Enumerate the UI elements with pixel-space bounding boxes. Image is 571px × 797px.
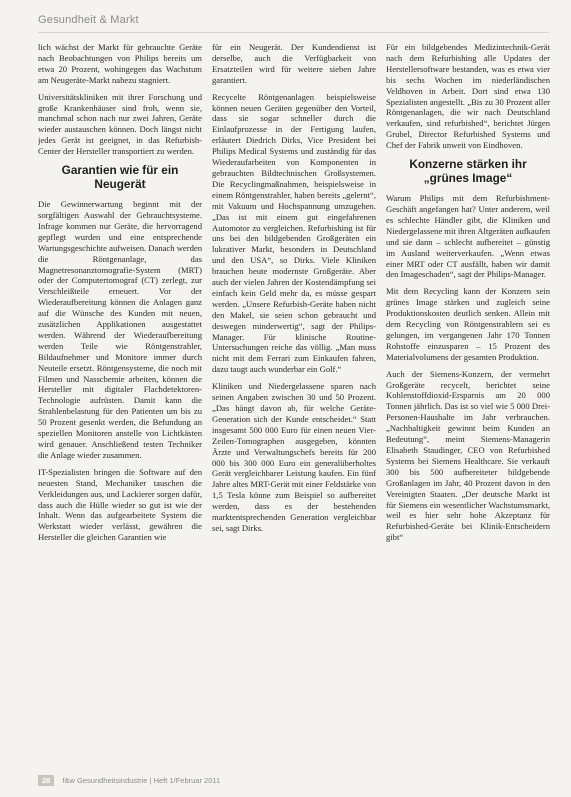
paragraph: lich wächst der Markt für gebrauchte Geräte nach Beobachtungen von Philips bereits um etwa 20 Prozent, wohingegen das Wachstum am Neugeräte-Markt nahezu stagniert. <box>38 42 202 85</box>
column-1 <box>38 42 202 762</box>
paragraph: Für ein bildgebendes Medizintechnik-Gerät nach dem Refurbishing alle Updates der Herstellersoftware bestanden, was es etwa vier bis sechs Wochen im niederländischen Veldhoven in Arbeit. Dort sind etwa 130 Spezialisten angestellt. „Bis zu 30 Prozent aller Röntgenanlagen, die wir nach Deutschland verkaufen, sind refurbished“, berichtet Jürgen Grubel, Director Refurbished Systems und Chef der Fabrik unweit von Eindhoven. <box>386 42 550 151</box>
header-divider <box>38 32 549 33</box>
paragraph: Warum Philips mit dem Refurbishment-Geschäft angefangen hat? Unter anderem, weil es schlechte Händler gibt, die Kliniken und Niedergelassene mit ihren Altgeräten aufkaufen und sie dann – schlecht aufbereitet – günstig im Ausland weiterverkaufen. „Wenn etwas einer MRT oder CT ausfällt, haben wir damit den Imageschaden“, sagt der Philips-Manager. <box>386 193 550 280</box>
subheading: Garantien wie für ein Neugerät <box>61 163 179 192</box>
article-body <box>38 42 550 762</box>
page-footer <box>38 775 220 786</box>
column-2 <box>212 42 376 762</box>
paragraph: Auch der Siemens-Konzern, der vermehrt Großgeräte recycelt, berichtet seine Kohlenstoffdioxid-Ersparnis am 20 000 Tonnen jährlich. Das ist so viel wie 5 000 Drei-Personen-Haushalte im Jahr verbrauchen. „Nachhaltigkeit gewinnt beim Kunden an Bedeutung“, meint Siemens-Managerin Elisabeth Staudinger, CEO von Refurbished Systems bei Siemens Healthcare. Sie verkauft 300 bis 500 aufbereiteter bildgebende Großanlagen im Jahr, 40 Prozent davon in den Vereinigten Staaten. „Der deutsche Markt ist für Siemens ein wesentlicher Wachstumsmarkt, weil es hier sehr hohe Akzeptanz für Refurbished-Geräte bei Klinik-Entscheidern gibt“ <box>386 368 550 543</box>
paragraph: für ein Neugerät. Der Kundendienst ist derselbe, auch die Verfügbarkeit von Ersatzteilen wird für weitere sieben Jahre garantiert. <box>212 42 376 85</box>
paragraph: Kliniken und Niedergelassene sparen nach seinen Angaben zwischen 30 und 50 Prozent. „Das hängt davon ab, für welche Geräte-Generation sich der Kunde entscheidet.“ Statt insgesamt 500 000 Euro für einen neuen Vier-Zeilen-Tomographen ausgegeben, könnten Ärzte und Verwaltungschefs bereits für 200 000 bis 300 000 Euro ein generalüberholtes Gerät vergleichbarer Leistung kaufen. Ein fünf Jahre altes MRT-Gerät mit einer Feldstärke von 1,5 Tesla könne zum Beispiel so aufbereitet werden, dass es der bestehenden marktentsprechenden Generation vergleichbar sei, sagt Dirks. <box>212 381 376 533</box>
paragraph: IT-Spezialisten bringen die Software auf den neuesten Stand, Mechaniker tauschen die Verkleidungen aus, und Lackierer sorgen dafür, dass auch die Hülle wieder so gut ist wie der Inhalt. Wenn das aufgearbeitete System die Werkstatt wieder verlässt, gewähren die Hersteller die gleichen Garantien wie <box>38 466 202 543</box>
subheading: Konzerne stärken ihr „grünes Image“ <box>409 157 527 186</box>
section-header: Gesundheit & Markt <box>38 14 139 26</box>
paragraph: Recycelte Röntgenanlagen beispielsweise können neuen Geräten gegenüber den Vorteil, dass sie sogar schneller durch die Einlaufprozesse in der Fertigung laufen, erläutert Diedrich Dirks, Vice President bei Philips Medical Systems und zuständig für das Wiederaufarbeiten von Komponenten in gebrauchten Bildtechnischen Großsystemen. Die Recyclingmaßnahmen, beispielsweise in einem Röntgenstrahler, haben bereits „gelernt“, mit Vakuum und Hochspannung umzugehen. „Das ist mit einem gut eingefahrenen Automotor zu vergleichen. Refurbishing ist für uns bei den bildgebenden Großgeräten ein lukrativer Markt, besonders in Deutschland und den USA“, so Dirks. Viele Kliniken brauchen heute modernste Großgeräte. Aber auch der vielen Jahren der Kostendämpfung sei einfach kein Geld mehr da, es müsse gespart werden. „Unsere Refurbish-Geräte haben nicht den Makel, sie seien schon gebraucht und deswegen minderwertig“, sagt der Philips-Manager. Für klinische Routine-Untersuchungen reiche das völlig. „Man muss nicht mit dem Ferrari zum Einkaufen fahren, dazu taugt auch wunderbar ein Golf.“ <box>212 91 376 375</box>
paragraph: Mit dem Recycling kann der Konzern sein grünes Image stärken und zugleich seine Produktionskosten deutlich senken. Allein mit dem Recycling von Röntgenstrahlern sei es gelungen, im vergangenen Jahr 170 Tonnen Rohstoffe einzusparen – 15 Prozent des Materialvolumens der gesamten Produktion. <box>386 286 550 362</box>
paragraph: Universitätskliniken mit ihrer Forschung und große Krankenhäuser sind froh, wenn sie, manchmal schon nach nur zwei Jahren, Geräte wieder austauschen können. Doch längst nicht jedes Gerät ist geeignet, in das Refurbish-Center der Hersteller transportiert zu werden. <box>38 91 202 157</box>
column-3 <box>386 42 550 762</box>
paragraph: Die Gewinnerwartung beginnt mit der sorgfältigen Auswahl der Gebrauchtsysteme. Infrage kommen nur Geräte, die hervorragend gepflegt wurden und eine entsprechende Wartungsgeschichte aufweisen. Danach werden die Röntgenanlage, das Magnetresonanztomografie-System (MRT) oder der Computertomograf (CT) zerlegt, zur Verschleißteile erneuert. Vor der Wiederaufbereitung können die Anlagen ganz auf die Wünsche des Kunden mit neuen, zusätzlichen Applikationen ausgestattet werden. Während der Wiederaufbereitung werden Teile wie Röntgenstrahler, Bildaufnehmer und Monitore immer durch Neuteile ersetzt. Röntgensysteme, die noch mit Filmen und Nasschemie arbeiten, können die Hersteller mit digitaler Flachdetektoren-Technologie aufrüsten. Damit kann die Strahlenbelastung für den Patienten um bis zu 50 Prozent gesenkt werden, die Befundung an speziellen Monitoren anstelle von Lichtkästen wird genauer. Anschließend testen Techniker die Anlage wieder zusammen. <box>38 199 202 460</box>
page-number: 28 <box>38 775 54 786</box>
publication-info: f&w Gesundheitsindustrie | Heft 1/Februar 2011 <box>62 776 221 785</box>
